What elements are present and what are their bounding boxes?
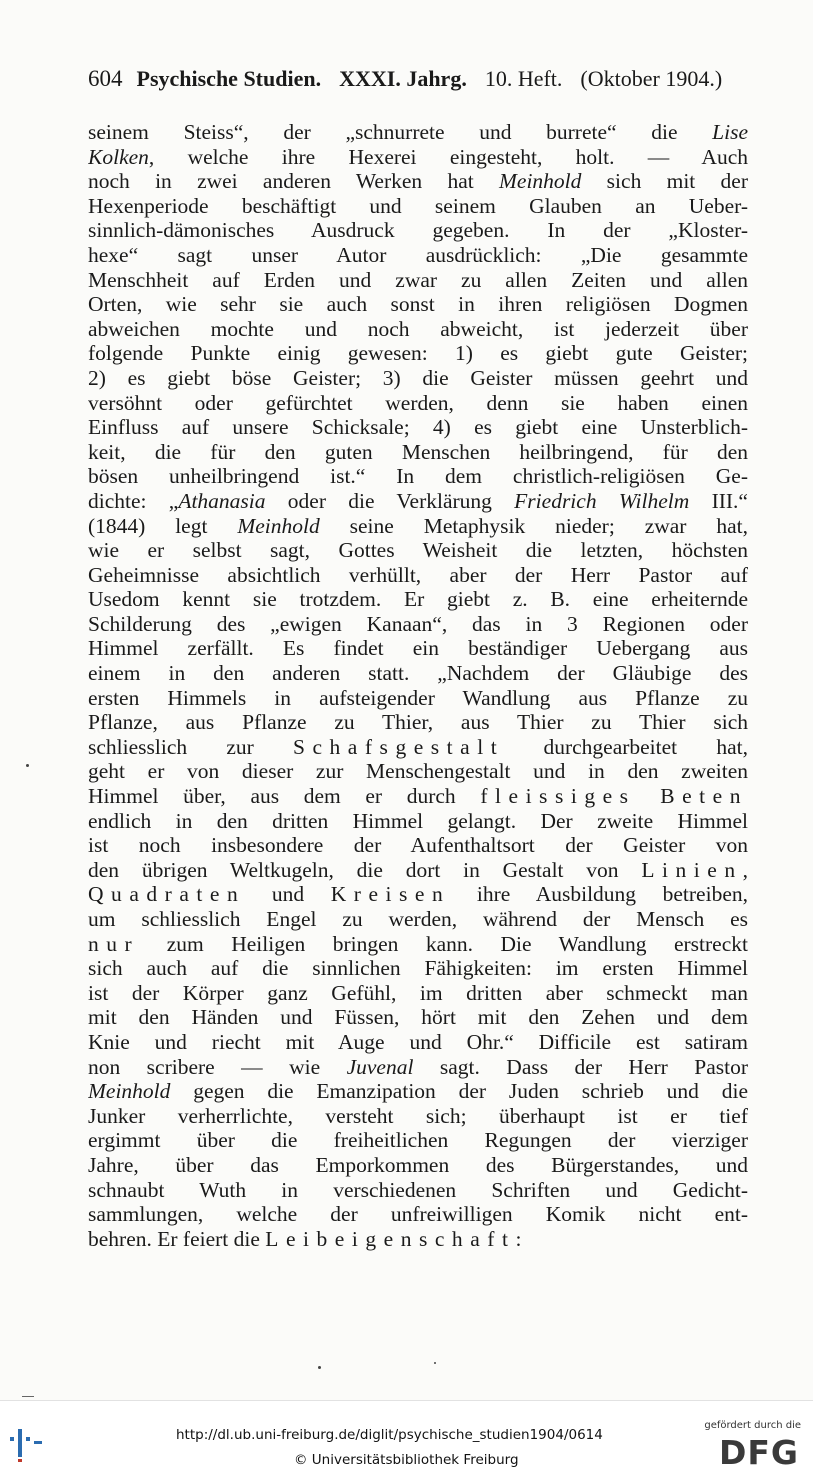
text-line <box>88 563 748 588</box>
text-line <box>88 514 748 539</box>
text-run: behren. Er feiert die <box>88 1226 266 1251</box>
text-line <box>88 784 748 809</box>
text-run: Schilderung des „ewigen Kanaan“, das in 3 Regionen oder <box>88 611 748 636</box>
italic-text: Athanasia <box>178 488 266 513</box>
text-run: zum Heiligen bringen kann. Die Wandlung erstreckt <box>139 931 748 956</box>
issue-label: 10. Heft. <box>484 66 563 91</box>
text-line <box>88 1178 748 1203</box>
scan-edge-mark <box>22 1396 34 1397</box>
text-run: Himmel zerfällt. Es findet ein beständiger Uebergang aus <box>88 636 748 661</box>
text-line <box>88 415 748 440</box>
text-run: schliesslich zur <box>88 734 293 759</box>
text-run: durchgearbeitet hat, <box>504 734 748 759</box>
text-line <box>88 882 748 907</box>
text-run: Pflanze, aus Pflanze zu Thier, aus Thier zu Thier sich <box>88 710 748 735</box>
text-run: mit den Händen und Füssen, hört mit den Zehen und dem <box>88 1005 748 1030</box>
spaced-emphasis: Schafsgestalt <box>292 734 505 759</box>
text-line <box>88 981 748 1006</box>
text-line <box>88 489 748 514</box>
text-run: um schliesslich Engel zu werden, während der Mensch es <box>88 907 748 931</box>
page-number: 604 <box>88 66 123 91</box>
text-run: Usedom kennt sie trotzdem. Er giebt z. B. eine erheiternde <box>88 587 748 612</box>
text-line <box>88 341 748 366</box>
text-line <box>88 243 748 268</box>
text-run: sinnlich-dämonisches Ausdruck gegeben. In der „Kloster- <box>88 218 748 243</box>
text-line <box>88 1128 748 1153</box>
text-line <box>88 464 748 489</box>
text-run: dichte: „ <box>88 488 179 513</box>
text-run: Hexenperiode beschäftigt und seinem Glauben an Ueber- <box>88 193 748 218</box>
dfg-logo-icon: DFG <box>718 1433 799 1472</box>
text-line <box>88 292 748 317</box>
text-line <box>88 1030 748 1055</box>
text-line <box>88 809 748 834</box>
spaced-emphasis: Leibeigenschaft <box>265 1226 516 1251</box>
text-run: Geheimnisse absichtlich verhüllt, aber der Herr Pastor auf <box>88 562 748 587</box>
text-run: noch in zwei anderen Werken hat <box>88 169 499 194</box>
text-run: oder die Verklärung <box>265 488 515 513</box>
text-line <box>88 833 748 858</box>
text-run: bösen unheilbringend ist.“ In dem christlich-religiösen Ge- <box>88 464 748 489</box>
text-run: geht er von dieser zur Menschengestalt und in den zweiten <box>88 759 748 784</box>
italic-text: Meinhold <box>499 169 582 194</box>
spaced-emphasis: nur <box>88 931 140 956</box>
text-run: einem in den anderen statt. „Nachdem der Gläubige des <box>88 661 748 686</box>
text-line <box>88 317 748 342</box>
italic-text: Friedrich Wilhelm <box>514 488 690 513</box>
body-text <box>88 120 748 1251</box>
italic-text: Lise <box>712 120 748 144</box>
text-line <box>88 686 748 711</box>
text-run: ihre Ausbildung betreiben, <box>450 882 748 907</box>
text-line <box>88 440 748 465</box>
text-run: folgende Punkte einig gewesen: 1) es giebt gute Geister; <box>88 341 748 366</box>
text-run: gegen die Emanzipation der Juden schrieb und die <box>170 1079 748 1104</box>
viewer-footer <box>0 1400 813 1474</box>
text-run: Jahre, über das Emporkommen des Bürgerstandes, und <box>88 1152 748 1177</box>
journal-title: Psychische Studien. <box>136 66 322 91</box>
text-line <box>88 710 748 735</box>
text-run: und <box>245 882 331 907</box>
text-line <box>88 907 748 932</box>
text-run: , welche ihre Hexerei eingesteht, holt. — Auch <box>148 144 748 169</box>
text-run: sammlungen, welche der unfreiwilligen Komik nicht ent- <box>88 1202 748 1227</box>
text-run: sich auch auf die sinnlichen Fähigkeiten: im ersten Himmel <box>88 956 748 981</box>
text-run: den übrigen Weltkugeln, die dort in Gestalt von <box>88 857 642 882</box>
spaced-emphasis: fleissiges <box>480 784 636 809</box>
text-line <box>88 169 748 194</box>
text-line <box>88 735 748 760</box>
text-run: , <box>742 857 748 882</box>
text-line <box>88 1227 748 1252</box>
funder-label: gefördert durch die <box>704 1420 801 1431</box>
text-line <box>88 268 748 293</box>
text-run: sich mit der <box>581 169 748 194</box>
text-line <box>88 759 748 784</box>
text-run: non scribere — wie <box>88 1054 347 1079</box>
text-line <box>88 1055 748 1080</box>
text-run: sagt. Dass der Herr Pastor <box>413 1054 748 1079</box>
text-run: keit, die für den guten Menschen heilbringend, für den <box>88 439 748 464</box>
text-line <box>88 956 748 981</box>
text-run: Menschheit auf Erden und zwar zu allen Zeiten und allen <box>88 267 748 292</box>
text-line <box>88 587 748 612</box>
ub-freiburg-logo-icon <box>8 1423 48 1463</box>
italic-text: Meinhold <box>237 513 320 538</box>
spaced-emphasis: Beten <box>660 784 748 809</box>
text-line <box>88 145 748 170</box>
text-run: Knie und riecht mit Auge und Ohr.“ Difficile est satiram <box>88 1029 748 1054</box>
scan-speck <box>318 1366 321 1369</box>
text-run: Junker verherrlichte, versteht sich; überhaupt ist er tief <box>88 1103 748 1128</box>
text-line <box>88 636 748 661</box>
document-url-link[interactable]: http://dl.ub.uni-freiburg.de/diglit/psychische_studien1904/0614 <box>176 1427 603 1443</box>
spaced-emphasis: Quadraten <box>88 882 246 907</box>
italic-text: Kolken <box>88 144 149 169</box>
volume-label: XXXI. Jahrg. <box>339 66 467 91</box>
italic-text: Juvenal <box>346 1054 414 1079</box>
text-run: ist der Körper ganz Gefühl, im dritten aber schmeckt man <box>88 980 748 1005</box>
spaced-emphasis: Kreisen <box>330 882 451 907</box>
italic-text: Meinhold <box>88 1079 171 1104</box>
text-run <box>636 784 661 808</box>
text-run: ist noch insbesondere der Aufenthaltsort der Geister von <box>88 833 748 858</box>
text-run: 2) es giebt böse Geister; 3) die Geister müssen geehrt und <box>88 365 748 390</box>
text-run: Einfluss auf unsere Schicksale; 4) es giebt eine Unsterblich- <box>88 415 748 440</box>
text-line <box>88 194 748 219</box>
text-line <box>88 1005 748 1030</box>
text-line <box>88 1079 748 1104</box>
text-run: hexe“ sagt unser Autor ausdrücklich: „Die gesammte <box>88 242 748 267</box>
text-run: ersten Himmels in aufsteigender Wandlung aus Pflanze zu <box>88 685 748 710</box>
text-line <box>88 120 748 145</box>
text-line <box>88 366 748 391</box>
text-run: Himmel über, aus dem er durch <box>88 784 481 809</box>
text-run: (1844) legt <box>88 513 238 538</box>
issue-date: (Oktober 1904.) <box>580 66 723 91</box>
text-line <box>88 218 748 243</box>
text-run: III.“ <box>689 488 748 513</box>
running-head <box>88 66 758 100</box>
text-line <box>88 932 748 957</box>
text-run: versöhnt oder gefürchtet werden, denn sie haben einen <box>88 390 748 415</box>
text-line <box>88 391 748 416</box>
text-line <box>88 1153 748 1178</box>
text-run: ergimmt über die freiheitlichen Regungen der vierziger <box>88 1128 748 1153</box>
text-run: seinem Steiss“, der „schnurrete und burrete“ die <box>88 120 713 144</box>
scan-speck <box>26 764 29 767</box>
text-run: : <box>515 1226 522 1251</box>
copyright-notice: © Universitätsbibliothek Freiburg <box>294 1452 519 1468</box>
spaced-emphasis: Linien <box>641 857 743 882</box>
text-run: abweichen mochte und noch abweicht, ist jederzeit über <box>88 316 748 341</box>
text-run: seine Metaphysik nieder; zwar hat, <box>319 513 748 538</box>
text-line <box>88 661 748 686</box>
text-line <box>88 538 748 563</box>
text-run: wie er selbst sagt, Gottes Weisheit die letzten, höchsten <box>88 538 748 563</box>
text-run: schnaubt Wuth in verschiedenen Schriften und Gedicht- <box>88 1177 748 1202</box>
text-run: endlich in den dritten Himmel gelangt. Der zweite Himmel <box>88 808 748 833</box>
scan-speck <box>434 1362 436 1364</box>
text-line <box>88 858 748 883</box>
text-line <box>88 1202 748 1227</box>
text-run: Orten, wie sehr sie auch sonst in ihren religiösen Dogmen <box>88 292 748 317</box>
text-line <box>88 612 748 637</box>
text-line <box>88 1104 748 1129</box>
